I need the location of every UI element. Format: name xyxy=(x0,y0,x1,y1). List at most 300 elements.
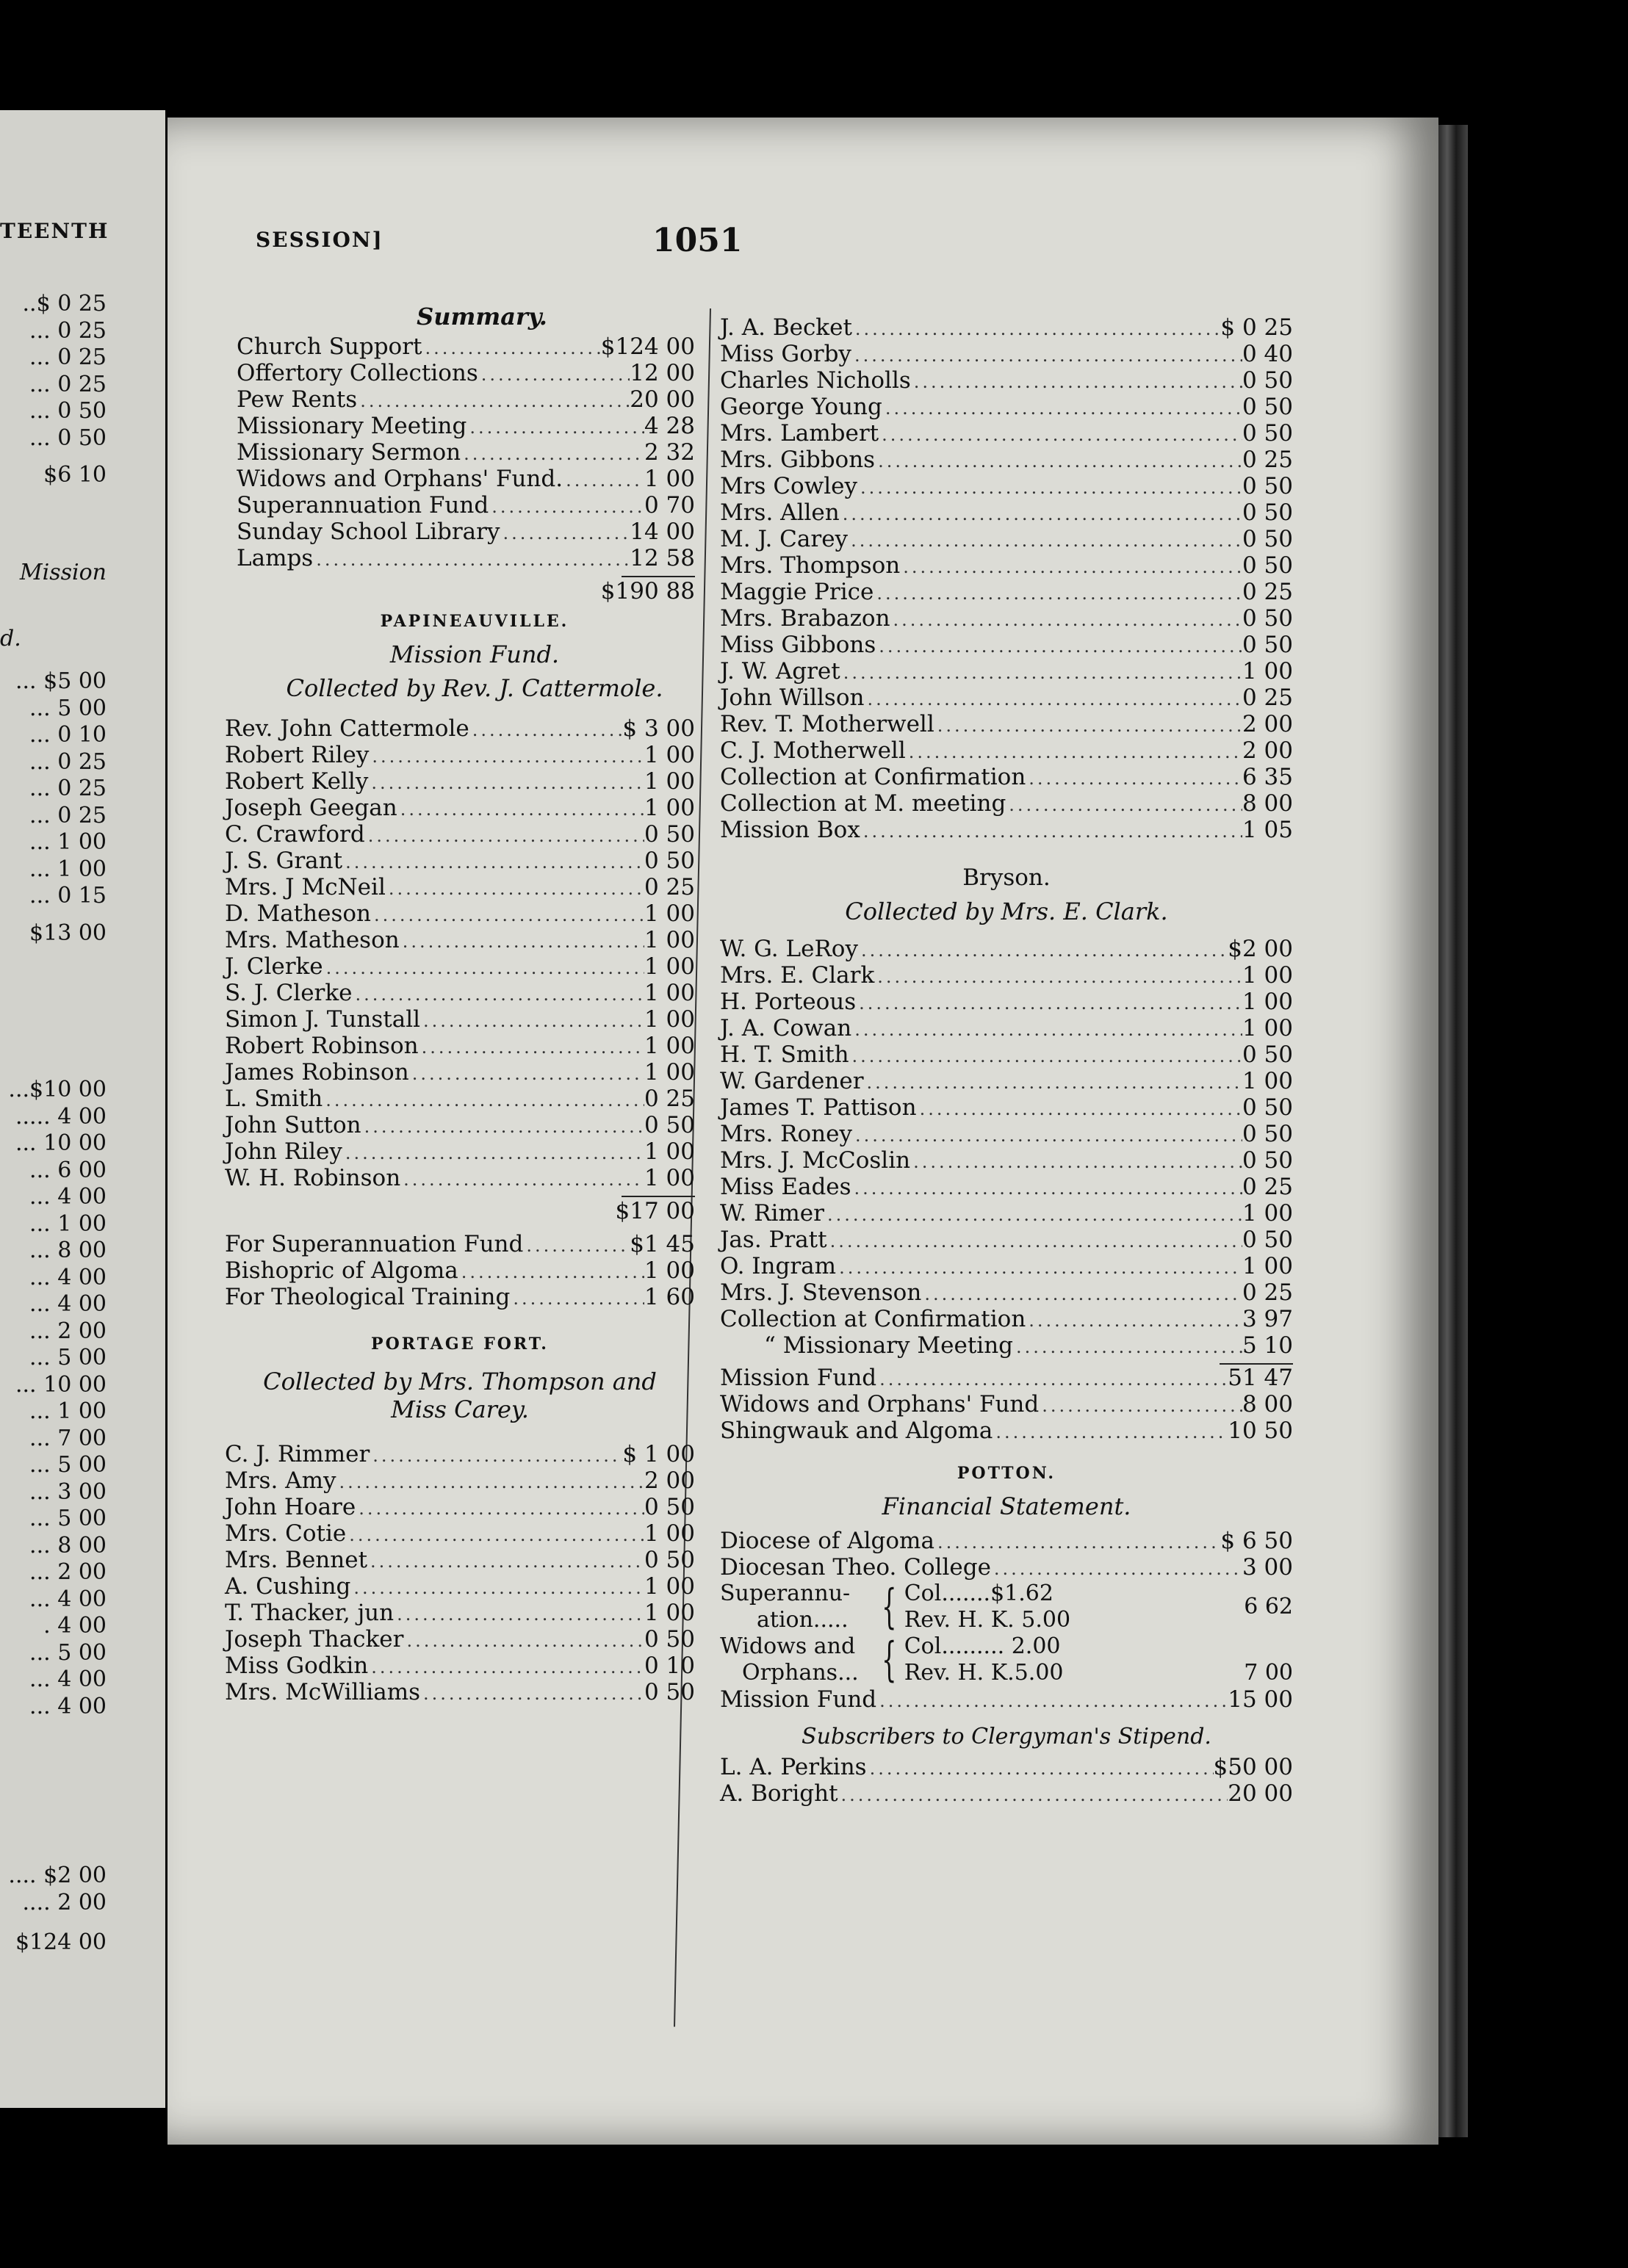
previous-page-row: ... 0 50 xyxy=(29,398,107,424)
contribution-row xyxy=(720,685,1293,711)
contribution-row xyxy=(225,1059,695,1086)
contribution-row xyxy=(225,715,695,742)
summary-amount: 2 32 xyxy=(644,439,695,466)
section-bryson: Bryson. xyxy=(962,864,1051,891)
section-portage-fort: PORTAGE FORT. xyxy=(371,1335,549,1354)
contributor-name: W. H. Robinson xyxy=(225,1165,401,1191)
contribution-amount: 1 00 xyxy=(1242,989,1293,1015)
leader-dots xyxy=(336,1469,644,1495)
previous-page-mission: Mission xyxy=(19,560,107,585)
leader-dots xyxy=(900,554,1242,580)
contribution-row xyxy=(720,552,1293,579)
contribution-row xyxy=(720,473,1293,499)
leader-dots xyxy=(911,369,1242,395)
leader-dots xyxy=(400,928,644,955)
previous-page-row: ... 4 00 xyxy=(29,1264,107,1290)
leader-dots xyxy=(478,361,630,388)
subscriber-row xyxy=(720,1780,1293,1807)
previous-page-row: ... 2 00 xyxy=(29,1318,107,1344)
contribution-row xyxy=(720,1121,1293,1147)
previous-page-row: ... 3 00 xyxy=(29,1478,107,1505)
subscriber-amount: 20 00 xyxy=(1228,1780,1293,1807)
previous-page-row: ... 5 00 xyxy=(29,695,107,721)
previous-page-row: ... 0 25 xyxy=(29,317,107,344)
leader-dots xyxy=(906,739,1242,765)
contributor-name: Robert Kelly xyxy=(225,768,369,795)
widows-orphans-rev: Rev. H. K.5.00 xyxy=(904,1660,1064,1686)
contributor-name: John Willson xyxy=(720,685,865,711)
statement-row xyxy=(720,1686,1293,1713)
previous-page-row: ... 8 00 xyxy=(29,1238,107,1263)
contributor-name: Joseph Geegan xyxy=(225,795,397,821)
stipend-heading: Subscribers to Clergyman's Stipend. xyxy=(802,1724,1211,1749)
contribution-amount: 0 50 xyxy=(1242,499,1293,526)
contribution-row xyxy=(225,900,695,927)
leader-dots xyxy=(1026,1307,1242,1334)
contribution-amount: 0 50 xyxy=(644,1679,695,1705)
page-number: 1051 xyxy=(652,222,743,259)
contributor-name: Mrs. Bennet xyxy=(225,1547,368,1573)
leader-dots xyxy=(371,902,644,928)
previous-page-row: ... 0 50 xyxy=(29,425,107,451)
previous-page-row: ... 6 00 xyxy=(29,1157,107,1183)
leader-dots xyxy=(458,1259,644,1285)
previous-page-total: $13 00 xyxy=(29,920,107,946)
contribution-amount: 0 50 xyxy=(1242,420,1293,447)
contribution-amount: 1 00 xyxy=(644,953,695,980)
brace-icon: { xyxy=(882,1580,897,1634)
contribution-row xyxy=(225,953,695,980)
summary-item: Widows and Orphans' Fund. xyxy=(237,466,563,492)
widows-orphans-entry xyxy=(720,1633,1293,1686)
contributor-name: Mrs. Thompson xyxy=(720,552,901,579)
summary-amount: 12 58 xyxy=(630,545,695,571)
brace-icon: { xyxy=(882,1633,897,1687)
summary-row xyxy=(237,333,695,360)
leader-dots xyxy=(856,990,1242,1016)
contributor-name: W. G. LeRoy xyxy=(720,936,858,962)
leader-dots xyxy=(876,633,1242,660)
leader-dots xyxy=(342,849,644,875)
contributor-name: Mrs Cowley xyxy=(720,473,858,499)
leader-dots xyxy=(838,1782,1228,1808)
contribution-amount: 1 00 xyxy=(644,1033,695,1059)
fund-name: Bishopric of Algoma xyxy=(225,1257,458,1284)
leader-dots xyxy=(848,527,1242,554)
contributor-name: J. W. Agret xyxy=(720,658,840,685)
papineauville-list xyxy=(225,705,695,1225)
contribution-amount: 0 50 xyxy=(1242,1041,1293,1068)
contribution-row xyxy=(225,1573,695,1600)
fund-name: For Theological Training xyxy=(225,1284,511,1310)
contribution-row xyxy=(720,1041,1293,1068)
previous-page-row: ... 4 00 xyxy=(29,1291,107,1317)
contributor-name: John Riley xyxy=(225,1138,342,1165)
fund-amount: 1 60 xyxy=(644,1284,695,1310)
contributor-name: Mrs. J McNeil xyxy=(225,874,386,900)
contributor-name: Collection at M. meeting xyxy=(720,790,1006,817)
superannuation-total: 6 62 xyxy=(1244,1594,1293,1619)
contribution-row xyxy=(225,1165,695,1191)
contribution-row xyxy=(225,874,695,900)
leader-dots xyxy=(356,1495,644,1522)
leader-dots xyxy=(875,448,1242,474)
contributor-name: H. Porteous xyxy=(720,989,857,1015)
widows-orphans-total: 7 00 xyxy=(1244,1660,1293,1686)
contribution-row xyxy=(720,579,1293,605)
summary-item: Pew Rents xyxy=(237,386,358,413)
contributor-name: J. S. Grant xyxy=(225,848,343,874)
contribution-row xyxy=(225,1006,695,1033)
portage-fort-list xyxy=(225,1423,695,1705)
leader-dots xyxy=(368,770,644,796)
contribution-amount: 1 05 xyxy=(1242,817,1293,843)
previous-page-row: ..... 4 00 xyxy=(15,1103,107,1130)
previous-page-row: ... 4 00 xyxy=(29,1184,107,1210)
contribution-row xyxy=(720,764,1293,790)
statement-row xyxy=(720,1528,1293,1554)
leader-dots xyxy=(365,823,644,849)
leader-dots xyxy=(489,494,644,520)
previous-page-row: ... 0 25 xyxy=(29,344,107,370)
contribution-amount: 0 50 xyxy=(1242,1227,1293,1253)
leader-dots xyxy=(419,1034,644,1061)
collector-heading: Collected by Rev. J. Cattermole. xyxy=(286,674,663,702)
fund-amount: 10 50 xyxy=(1228,1418,1293,1444)
leader-dots xyxy=(1013,1334,1242,1360)
contributions-continued xyxy=(720,314,1293,843)
previous-page-row: ... 0 10 xyxy=(29,722,107,748)
statement-item: Diocesan Theo. College xyxy=(720,1554,991,1581)
contributor-name: Mrs. J. Stevenson xyxy=(720,1279,922,1306)
previous-page-row: .... 2 00 xyxy=(22,1889,107,1915)
contribution-amount: 0 50 xyxy=(1242,1147,1293,1174)
fund-row xyxy=(720,1418,1293,1444)
contribution-row xyxy=(720,1306,1293,1332)
contributor-name: O. Ingram xyxy=(720,1253,837,1279)
contribution-amount: 1 00 xyxy=(644,1138,695,1165)
previous-page-row: ... 0 15 xyxy=(29,883,107,909)
fund-amount: 8 00 xyxy=(1242,1391,1293,1418)
financial-statement-heading: Financial Statement. xyxy=(882,1492,1131,1520)
contribution-row xyxy=(225,1600,695,1626)
summary-item: Lamps xyxy=(237,545,314,571)
previous-page-fragment xyxy=(0,110,165,2108)
contributor-name: Simon J. Tunstall xyxy=(225,1006,421,1033)
contribution-row xyxy=(720,1253,1293,1279)
running-header: SESSION] xyxy=(256,228,383,252)
contribution-amount: 0 50 xyxy=(1242,473,1293,499)
previous-page-total: $6 10 xyxy=(43,462,107,488)
leader-dots xyxy=(840,660,1242,686)
leader-dots xyxy=(370,1442,622,1469)
leader-dots xyxy=(563,467,644,494)
contributor-name: Mrs. McWilliams xyxy=(225,1679,421,1705)
leader-dots xyxy=(422,335,600,361)
contribution-amount: 0 25 xyxy=(1242,685,1293,711)
summary-amount: 0 70 xyxy=(644,492,695,519)
contribution-amount: 0 50 xyxy=(1242,552,1293,579)
summary-item: Offertory Collections xyxy=(237,360,478,386)
summary-row xyxy=(237,386,695,413)
superannuation-rev: Rev. H. K. 5.00 xyxy=(904,1607,1071,1633)
previous-page-row: ... 1 00 xyxy=(29,856,107,882)
leader-dots xyxy=(827,1228,1242,1254)
leader-dots xyxy=(921,1281,1242,1307)
contribution-row xyxy=(720,790,1293,817)
contribution-amount: 1 00 xyxy=(644,1600,695,1626)
contributor-name: Mrs. Amy xyxy=(225,1467,336,1494)
contribution-row xyxy=(225,1626,695,1653)
leader-dots xyxy=(361,1113,644,1140)
fund-amount: 1 00 xyxy=(644,1257,695,1284)
contribution-row xyxy=(720,1200,1293,1227)
contribution-amount: $ 1 00 xyxy=(622,1441,695,1467)
contribution-row xyxy=(720,737,1293,764)
summary-item: Church Support xyxy=(237,333,422,360)
statement-item: Diocese of Algoma xyxy=(720,1528,934,1554)
leader-dots xyxy=(851,342,1242,369)
contributor-name: Joseph Thacker xyxy=(225,1626,404,1653)
contribution-amount: 0 50 xyxy=(1242,367,1293,394)
leader-dots xyxy=(500,520,630,546)
leader-dots xyxy=(400,1166,644,1193)
leader-dots xyxy=(323,1087,644,1113)
subscriber-amount: $50 00 xyxy=(1213,1754,1293,1780)
leader-dots xyxy=(851,1016,1242,1043)
contribution-row xyxy=(720,962,1293,989)
contributor-name: S. J. Clerke xyxy=(225,980,353,1006)
contribution-row xyxy=(225,1653,695,1679)
contributor-name: Mrs. Cotie xyxy=(225,1520,347,1547)
leader-dots xyxy=(860,818,1242,845)
leader-dots xyxy=(993,1419,1228,1445)
contribution-row xyxy=(225,795,695,821)
superannuation-col: Col.......$1.62 xyxy=(904,1581,1053,1606)
contributor-name: Jas. Pratt xyxy=(720,1227,827,1253)
contributor-name: C. J. Rimmer xyxy=(225,1441,370,1467)
leader-dots xyxy=(864,686,1242,712)
contribution-amount: 1 00 xyxy=(644,1165,695,1191)
contributor-name: Mrs. Matheson xyxy=(225,927,400,953)
leader-dots xyxy=(367,1548,644,1575)
papineauville-extra xyxy=(225,1225,695,1310)
fund-row xyxy=(225,1257,695,1284)
contributor-name: Rev. John Cattermole xyxy=(225,715,469,742)
leader-dots xyxy=(1039,1393,1242,1419)
previous-page-row: ... 0 25 xyxy=(29,802,107,828)
leader-dots xyxy=(824,1202,1242,1228)
leader-dots xyxy=(991,1556,1242,1582)
contributor-name: Robert Riley xyxy=(225,742,370,768)
leader-dots xyxy=(403,1628,644,1654)
previous-page-row: ... 5 00 xyxy=(29,1452,107,1478)
contributor-name: Mrs. J. McCoslin xyxy=(720,1147,911,1174)
contribution-amount: 1 00 xyxy=(644,900,695,927)
potton-statement xyxy=(720,1523,1293,1713)
contributor-name: Rev. T. Motherwell xyxy=(720,711,934,737)
leader-dots xyxy=(346,1522,644,1548)
contributor-name: Mrs. Gibbons xyxy=(720,447,876,473)
contribution-row xyxy=(720,420,1293,447)
contribution-amount: $2 00 xyxy=(1228,936,1293,962)
contributor-name: L. Smith xyxy=(225,1086,323,1112)
contribution-amount: 0 50 xyxy=(1242,1094,1293,1121)
leader-dots xyxy=(836,1254,1242,1281)
contribution-row xyxy=(720,1174,1293,1200)
stipend-list xyxy=(720,1754,1293,1807)
contribution-row xyxy=(225,742,695,768)
contributor-name: Maggie Price xyxy=(720,579,874,605)
contribution-row xyxy=(720,394,1293,420)
subscriber-row xyxy=(720,1754,1293,1780)
collector-heading: Collected by Mrs. E. Clark. xyxy=(845,898,1168,925)
previous-page-row: ... 1 00 xyxy=(29,1398,107,1424)
previous-page-row: ... 5 00 xyxy=(29,1506,107,1531)
previous-page-row: .... $2 00 xyxy=(8,1863,107,1888)
contribution-amount: 1 00 xyxy=(1242,1015,1293,1041)
contribution-amount: 1 00 xyxy=(644,1006,695,1033)
leader-dots xyxy=(469,717,623,743)
contribution-amount: 8 00 xyxy=(1242,790,1293,817)
contribution-row xyxy=(720,367,1293,394)
contributor-name: Mrs. Allen xyxy=(720,499,840,526)
leader-dots xyxy=(851,1175,1242,1202)
contribution-amount: 0 25 xyxy=(644,1086,695,1112)
contribution-row xyxy=(720,658,1293,685)
contribution-amount: 0 50 xyxy=(1242,394,1293,420)
column-right xyxy=(720,314,1293,1807)
widows-orphans-label xyxy=(720,1633,874,1686)
contribution-amount: 1 00 xyxy=(1242,1068,1293,1094)
contribution-row xyxy=(720,605,1293,632)
contributor-name: George Young xyxy=(720,394,882,420)
contributor-name: J. Clerke xyxy=(225,953,323,980)
section-papineauville: PAPINEAUVILLE. xyxy=(380,612,569,631)
section-potton: POTTON. xyxy=(957,1464,1056,1483)
contribution-row xyxy=(225,768,695,795)
summary-item: Missionary Sermon xyxy=(237,439,461,466)
contribution-amount: 0 25 xyxy=(1242,1279,1293,1306)
previous-page-row: ... 2 00 xyxy=(29,1559,107,1585)
fund-row xyxy=(225,1284,695,1310)
contributor-name: James Robinson xyxy=(225,1059,409,1086)
previous-page-total: $124 00 xyxy=(15,1929,107,1955)
summary-row xyxy=(237,360,695,386)
collector-heading: Collected by Mrs. Thompson and Miss Carey. xyxy=(263,1368,657,1423)
leader-dots xyxy=(313,546,630,573)
previous-page-row: ... $5 00 xyxy=(15,668,107,694)
leader-dots xyxy=(350,1575,644,1601)
leader-dots xyxy=(420,1680,644,1707)
contribution-row xyxy=(720,632,1293,658)
contribution-amount: $ 3 00 xyxy=(622,715,695,742)
previous-page-row: ... 4 00 xyxy=(29,1693,107,1719)
contributor-name: W. Gardener xyxy=(720,1068,864,1094)
contributor-name: “ Missionary Meeting xyxy=(764,1332,1014,1359)
leader-dots xyxy=(342,1140,644,1166)
contribution-row xyxy=(225,1441,695,1467)
leader-dots xyxy=(852,1122,1242,1149)
leader-dots xyxy=(849,1043,1242,1069)
previous-page-amounts-d xyxy=(0,1863,165,1957)
leader-dots xyxy=(323,955,644,981)
contribution-amount: 0 50 xyxy=(644,1112,695,1138)
previous-page-amounts-a xyxy=(0,291,165,489)
fund-name: Mission Fund xyxy=(720,1365,877,1391)
contributor-name: J. A. Becket xyxy=(720,314,852,341)
superannuation-breakdown xyxy=(904,1581,1227,1633)
contributor-name: Robert Robinson xyxy=(225,1033,419,1059)
contributor-name: H. T. Smith xyxy=(720,1041,849,1068)
contribution-amount: 0 25 xyxy=(1242,579,1293,605)
previous-page-fragment-label: d. xyxy=(0,626,21,651)
contribution-amount: 1 00 xyxy=(1242,1253,1293,1279)
contribution-row xyxy=(225,927,695,953)
previous-page-row: ... 10 00 xyxy=(15,1130,107,1156)
previous-page-row: ..$ 0 25 xyxy=(22,291,107,317)
contribution-amount: 0 50 xyxy=(644,1494,695,1520)
page-edge xyxy=(1438,125,1468,2137)
contribution-amount: 5 10 xyxy=(1242,1332,1293,1359)
summary-total: $190 88 xyxy=(600,578,695,604)
leader-dots xyxy=(934,1529,1220,1556)
contribution-amount: 0 50 xyxy=(1242,526,1293,552)
leader-dots xyxy=(1006,792,1242,818)
contributor-name: Mrs. Lambert xyxy=(720,420,879,447)
leader-dots xyxy=(890,607,1242,633)
contribution-row xyxy=(225,1467,695,1494)
previous-page-row: ... 0 25 xyxy=(29,748,107,775)
contribution-amount: 0 50 xyxy=(1242,605,1293,632)
fund-heading: Mission Fund. xyxy=(389,640,560,668)
contribution-amount: 1 00 xyxy=(644,1520,695,1547)
subscriber-name: A. Boright xyxy=(720,1780,838,1807)
contributor-name: Miss Gorby xyxy=(720,341,851,367)
previous-page-amounts-b xyxy=(0,668,165,947)
contributor-name: Charles Nicholls xyxy=(720,367,911,394)
contributor-name: A. Cushing xyxy=(225,1573,351,1600)
statement-amount: $ 6 50 xyxy=(1220,1528,1293,1554)
leader-dots xyxy=(369,743,644,770)
contribution-row xyxy=(225,821,695,848)
leader-dots xyxy=(461,441,644,467)
previous-page-row: ...$10 00 xyxy=(8,1077,107,1102)
contributor-name: M. J. Carey xyxy=(720,526,849,552)
widows-orphans-label-line: Orphans... xyxy=(742,1660,859,1686)
fund-row xyxy=(720,1365,1293,1391)
contributor-name: John Hoare xyxy=(225,1494,356,1520)
summary-amount: 20 00 xyxy=(630,386,695,413)
previous-page-row: ... 10 00 xyxy=(15,1371,107,1398)
contribution-amount: 0 50 xyxy=(644,1626,695,1653)
leader-dots xyxy=(368,1654,644,1680)
contribution-row xyxy=(720,341,1293,367)
contribution-amount: 0 10 xyxy=(644,1653,695,1679)
leader-dots xyxy=(353,981,644,1008)
contribution-amount: 2 00 xyxy=(1242,711,1293,737)
leader-dots xyxy=(394,1601,644,1628)
contribution-row xyxy=(225,1086,695,1112)
previous-page-row: ... 4 00 xyxy=(29,1666,107,1692)
summary-title: Summary. xyxy=(417,303,547,331)
summary-item: Sunday School Library xyxy=(237,519,500,545)
contributor-name: Collection at Confirmation xyxy=(720,764,1026,790)
previous-page-row: ... 5 00 xyxy=(29,1345,107,1370)
leader-dots xyxy=(934,712,1242,739)
previous-page-row: ... 5 00 xyxy=(29,1639,107,1666)
leader-dots xyxy=(1026,765,1242,792)
